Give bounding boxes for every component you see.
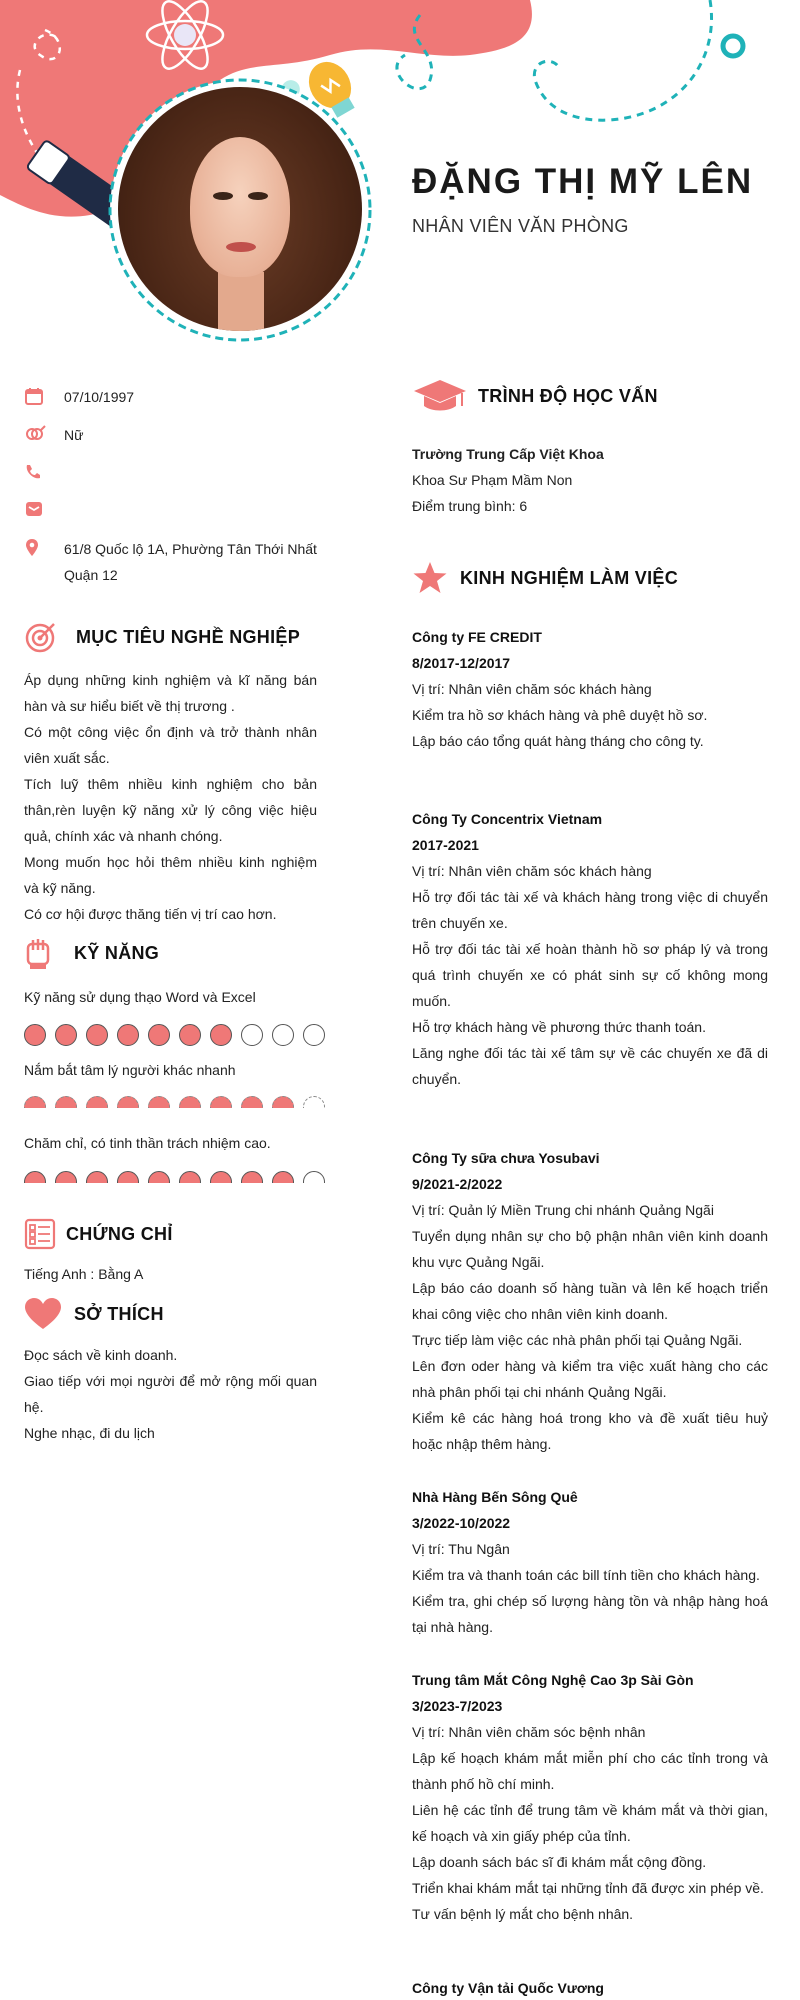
rating-dot-empty [241,1024,263,1046]
rating-dot-filled [241,1096,263,1108]
rating-dot-filled [179,1024,201,1046]
hobbies-heading: SỞ THÍCH [24,1297,164,1331]
rating-dot-filled [86,1171,108,1183]
rating-dot-filled [55,1171,77,1183]
school-name: Trường Trung Cấp Việt Khoa [412,446,604,462]
target-icon [24,620,58,654]
rating-dot-filled [117,1024,139,1046]
skill-name: Kỹ năng sử dụng thạo Word và Excel [24,989,256,1005]
address-value: 61/8 Quốc lộ 1A, Phường Tân Thới Nhất Quận 12 [64,541,317,583]
job-entry: Công Ty Concentrix Vietnam 2017-2021 Vị trí: Nhân viên chăm sóc khách hàng Hỗ trợ đối tác tài xế và khách hàng trong việc di chuyển trên chuyến xe. Hỗ trợ đối tác tài xế hoàn thành hồ sơ pháp lý và trong quá trình chuyến xe có phát sinh sự cố không mong muốn. Hỗ trợ khách hàng về phương thức thanh toán. Lăng nghe đối tác tài xế tâm sự về các chuyến xe đã di chuyển. [412,806,768,1092]
major: Khoa Sư Phạm Mầm Non [412,472,573,488]
job-title: NHÂN VIÊN VĂN PHÒNG [412,216,629,236]
job-period: 9/2021-2/2022 [412,1176,503,1192]
job-period: 3/2023-7/2023 [412,1698,503,1714]
fist-icon [24,936,52,970]
graduation-cap-icon [412,378,468,414]
rating-dot-empty [272,1024,294,1046]
email-icon [24,497,56,521]
company-name: Công Ty Concentrix Vietnam [412,811,603,827]
rating-dot-filled [86,1096,108,1108]
objective-heading: MỤC TIÊU NGHỀ NGHIỆP [24,620,300,654]
skill-rating [24,1171,325,1183]
rating-dot-filled [24,1024,46,1046]
certificate-item: Tiếng Anh : Bằng A [24,1266,144,1282]
rating-dot-filled [179,1096,201,1108]
rating-dot-filled [210,1096,232,1108]
rating-dot-filled [179,1171,201,1183]
company-name: Công Ty sữa chưa Yosubavi [412,1150,600,1166]
star-icon [412,561,448,595]
gender-icon [24,422,56,446]
skills-heading: KỸ NĂNG [24,936,159,970]
heart-icon [24,1297,62,1331]
address-row [24,536,344,588]
company-name: Công ty FE CREDIT [412,629,542,645]
company-name: Trung tâm Mắt Công Nghệ Cao 3p Sài Gòn [412,1672,694,1688]
certificates-heading: CHỨNG CHỈ [24,1218,173,1250]
location-pin-icon [24,536,56,560]
birthday-row [24,384,344,410]
job-entry: Công Ty sữa chưa Yosubavi 9/2021-2/2022 Vị trí: Quản lý Miền Trung chi nhánh Quảng Ngãi Tuyển dụng nhân sự cho bộ phận nhân viên kinh doanh khu vực Quảng Ngãi. Lập báo cáo doanh số hàng tuần và lên kế hoạch triển khai công việc cho nhân viên kinh doanh. Trực tiếp làm việc các nhà phân phối tại Quảng Ngãi. Lên đơn oder hàng và kiểm tra việc xuất hàng cho các nhà phân phối tại chi nhánh Quảng Ngãi. Kiểm kê các hàng hoá trong kho và đề xuất tiêu huỷ hoặc nhập thêm hàng. [412,1145,768,1457]
rating-dot-filled [241,1171,263,1183]
birthday-value: 07/10/1997 [64,389,135,405]
education-entry [412,441,768,519]
gender-value: Nữ [64,427,84,443]
company-name: Nhà Hàng Bến Sông Quê [412,1489,578,1505]
skill-rating [24,1024,325,1046]
gpa: Điểm trung bình: 6 [412,498,528,514]
skill-name: Chăm chỉ, có tinh thần trách nhiệm cao. [24,1135,271,1151]
phone-icon [24,460,56,484]
gender-row [24,422,344,448]
rating-dot-filled [148,1171,170,1183]
job-entry: Công ty FE CREDIT 8/2017-12/2017 Vị trí: Nhân viên chăm sóc khách hàng Kiểm tra hồ sơ khách hàng và phê duyệt hồ sơ. Lập báo cáo tổng quát hàng tháng cho công ty. [412,624,768,754]
rating-dot-filled [24,1171,46,1183]
job-entry: Nhà Hàng Bến Sông Quê 3/2022-10/2022 Vị trí: Thu Ngân Kiểm tra và thanh toán các bill tính tiền cho khách hàng. Kiểm tra, ghi chép số lượng hàng tồn và nhập hàng hoá tại nhà hàng. [412,1484,768,1640]
rating-dot-filled [55,1096,77,1108]
experience-heading: KINH NGHIỆM LÀM VIỆC [412,561,678,595]
profile-photo [118,87,362,331]
skill-name: Nắm bắt tâm lý người khác nhanh [24,1062,236,1078]
rating-dot-empty [303,1096,325,1108]
full-name: ĐẶNG THỊ MỸ LÊN [412,162,754,201]
rating-dot-empty [303,1024,325,1046]
rating-dot-filled [24,1096,46,1108]
rating-dot-filled [86,1024,108,1046]
checklist-icon [24,1218,56,1250]
job-period: 2017-2021 [412,837,479,853]
skill-rating [24,1096,325,1108]
job-entry: Trung tâm Mắt Công Nghệ Cao 3p Sài Gòn 3/2023-7/2023 Vị trí: Nhân viên chăm sóc bệnh nhân Lập kế hoạch khám mắt miễn phí cho các tỉnh trong và thành phố hồ chí minh. Liên hệ các tỉnh để trung tâm về khám mắt và thời gian, kế hoạch và xin giấy phép của tỉnh. Lập doanh sách bác sĩ đi khám mắt cộng đồng. Triển khai khám mắt tại những tỉnh đã được xin phép về. Tư vấn bệnh lý mắt cho bệnh nhân. [412,1667,768,1927]
objective-text: Áp dụng những kinh nghiệm và kĩ năng bán hàn và sư hiểu biết về thị trương . Có một công việc ổn định và trở thành nhân viên xuất sắc. Tích luỹ thêm nhiều kinh nghiệm cho bản thân,rèn luyện kỹ năng xử lý công việc hiệu quả, chính xác và nhanh chóng. Mong muốn học hỏi thêm nhiều kinh nghiệm và kỹ năng. Có cơ hội được thăng tiến vị trí cao hơn. [24,672,317,922]
email-row [24,497,344,521]
hobbies-text: Đọc sách về kinh doanh. Giao tiếp với mọi người để mở rộng mối quan hệ. Nghe nhạc, đi du lịch [24,1347,317,1441]
job-entry [412,1975,768,2000]
company-name: Công ty Vận tải Quốc Vương [412,1980,604,1996]
rating-dot-filled [55,1024,77,1046]
rating-dot-filled [210,1024,232,1046]
rating-dot-filled [210,1171,232,1183]
rating-dot-filled [272,1096,294,1108]
rating-dot-filled [148,1024,170,1046]
phone-row [24,460,344,484]
rating-dot-filled [272,1171,294,1183]
job-period: 3/2022-10/2022 [412,1515,511,1531]
rating-dot-filled [148,1096,170,1108]
rating-dot-empty [303,1171,325,1183]
job-period: 8/2017-12/2017 [412,655,511,671]
rating-dot-filled [117,1171,139,1183]
education-heading: TRÌNH ĐỘ HỌC VẤN [412,378,658,414]
calendar-icon [24,384,56,408]
rating-dot-filled [117,1096,139,1108]
